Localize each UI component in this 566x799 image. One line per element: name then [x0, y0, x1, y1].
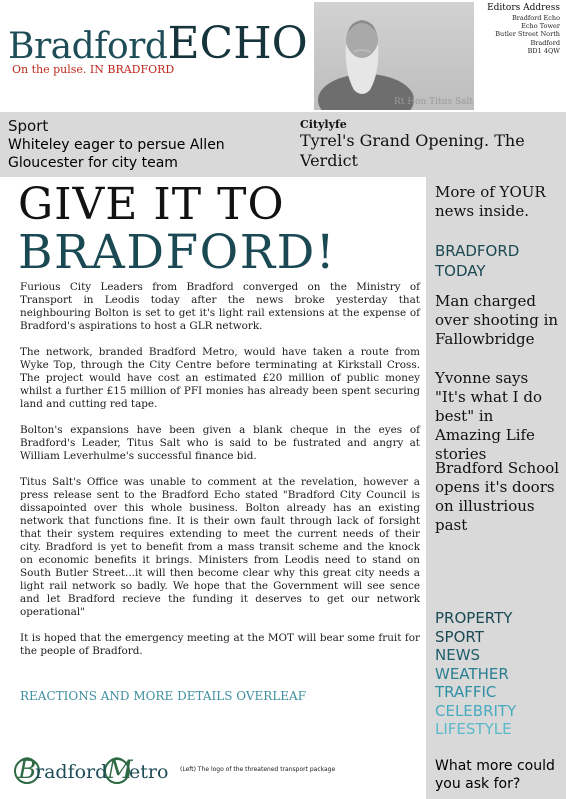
logo-caption: (Left) The logo of the threatened transport package [180, 766, 336, 773]
sidebar-story[interactable]: Yvonne says "It's what I do best" in Amazing Life stories [435, 369, 543, 463]
article-body [20, 281, 420, 671]
brand-echo: ECHO [167, 18, 308, 69]
bradford-metro-logo [14, 749, 169, 789]
sport-teaser[interactable] [8, 117, 268, 172]
address-line: BD1 4QW [527, 46, 560, 55]
teaser-band [0, 112, 566, 177]
editors-address [450, 3, 560, 55]
logo-cap-m: M [107, 755, 133, 784]
section-link-news[interactable]: NEWS [435, 646, 481, 664]
article-paragraph: Titus Salt's Office was unable to comment at the revelation, however a press release sent to the Bradford Echo stated "Bradford City Council is dissapointed over this whole business. Bolton already has an existing network that functions fine. It is their own fault through lack of forsight that their system requires extending to meet the current needs of their city. Bradford is yet to benefit from a mass transit scheme and the knock on economic benefits it brings. Ministers from Leodis need to stand on South Butler Street...it will then become clear why this great city needs a light rail network so badly. We hope that the Government will see sence and let Bradford recieve the funding it deserves to get our network operational" [20, 476, 420, 618]
article-paragraph: Bolton's expansions have been given a blank cheque in the eyes of Bradford's Leader, Titus Salt who is said to be fustrated and angry at William Leverhulme's successful finance bid. [20, 424, 420, 462]
sport-tag: Sport [8, 117, 49, 135]
sport-headline: Whiteley eager to persue Allen Gloucester for city team [8, 137, 225, 171]
address-line: Bradford Echo [511, 14, 560, 22]
tagline: On the pulse. IN BRADFORD [12, 63, 175, 76]
address-line: Bradford [530, 38, 560, 47]
sidebar-story[interactable]: Man charged over shooting in Fallowbridge [435, 292, 559, 348]
citylyfe-teaser[interactable] [300, 118, 550, 171]
section-index [435, 609, 563, 739]
section-link-weather[interactable]: WEATHER [435, 664, 509, 683]
section-link-traffic[interactable]: TRAFFIC [435, 683, 497, 701]
section-link-sport[interactable]: SPORT [435, 627, 484, 646]
section-link-lifestyle[interactable]: LIFESTYLE [435, 720, 512, 738]
citylyfe-tag: Citylyfe [300, 118, 347, 131]
sidebar [426, 177, 566, 799]
section-link-property[interactable]: PROPERTY [435, 609, 513, 627]
more-news-heading: More of YOUR news inside. [435, 183, 546, 220]
portrait-caption: Rt Hon Titus Salt [394, 97, 473, 107]
article-paragraph: The network, branded Bradford Metro, would have taken a route from Wyke Top, through the City Centre before terminating at Kirkstall Cross. The project would have cost an estimated £20 million of public money whilst a further £15 million of PFI monies has already been spent securing land and cutting red tape. [20, 346, 420, 410]
address-line: Butler Street North [495, 30, 560, 39]
bradford-today-heading: BRADFORD TODAY [435, 242, 520, 280]
article-paragraph: It is hoped that the emergency meeting at the MOT will bear some fruit for the people of Bradford. [20, 632, 420, 657]
main-story [0, 177, 426, 799]
citylyfe-headline: Tyrel's Grand Opening. The Verdict [300, 131, 525, 170]
article-paragraph: Furious City Leaders from Bradford converged on the Ministry of Transport in Leodis today after the news broke yesterday that neighbouring Bolton is set to get it's light rail extensions at the expense of Bradford's aspirations to host a GLR network. [20, 281, 420, 332]
brand-name: Bradford [8, 26, 168, 67]
logo-cap-b: B [18, 755, 37, 784]
newspaper-logo [8, 18, 308, 69]
address-title: Editors Address [487, 3, 560, 13]
masthead [0, 0, 566, 112]
overleaf-link[interactable]: REACTIONS AND MORE DETAILS OVERLEAF [20, 689, 307, 703]
sidebar-story[interactable]: Bradford School opens it's doors on illustrious past [435, 459, 560, 534]
headline-line-2: BRADFORD! [18, 225, 337, 280]
headline-line-1: GIVE IT TO [18, 179, 285, 230]
logo-word-2: etro [129, 761, 169, 783]
ask-tagline: What more could you ask for? [435, 758, 555, 792]
logo-word-1: radford [35, 761, 108, 783]
section-link-celebrity[interactable]: CELEBRITY [435, 701, 517, 720]
address-line: Echo Tower [521, 22, 560, 31]
